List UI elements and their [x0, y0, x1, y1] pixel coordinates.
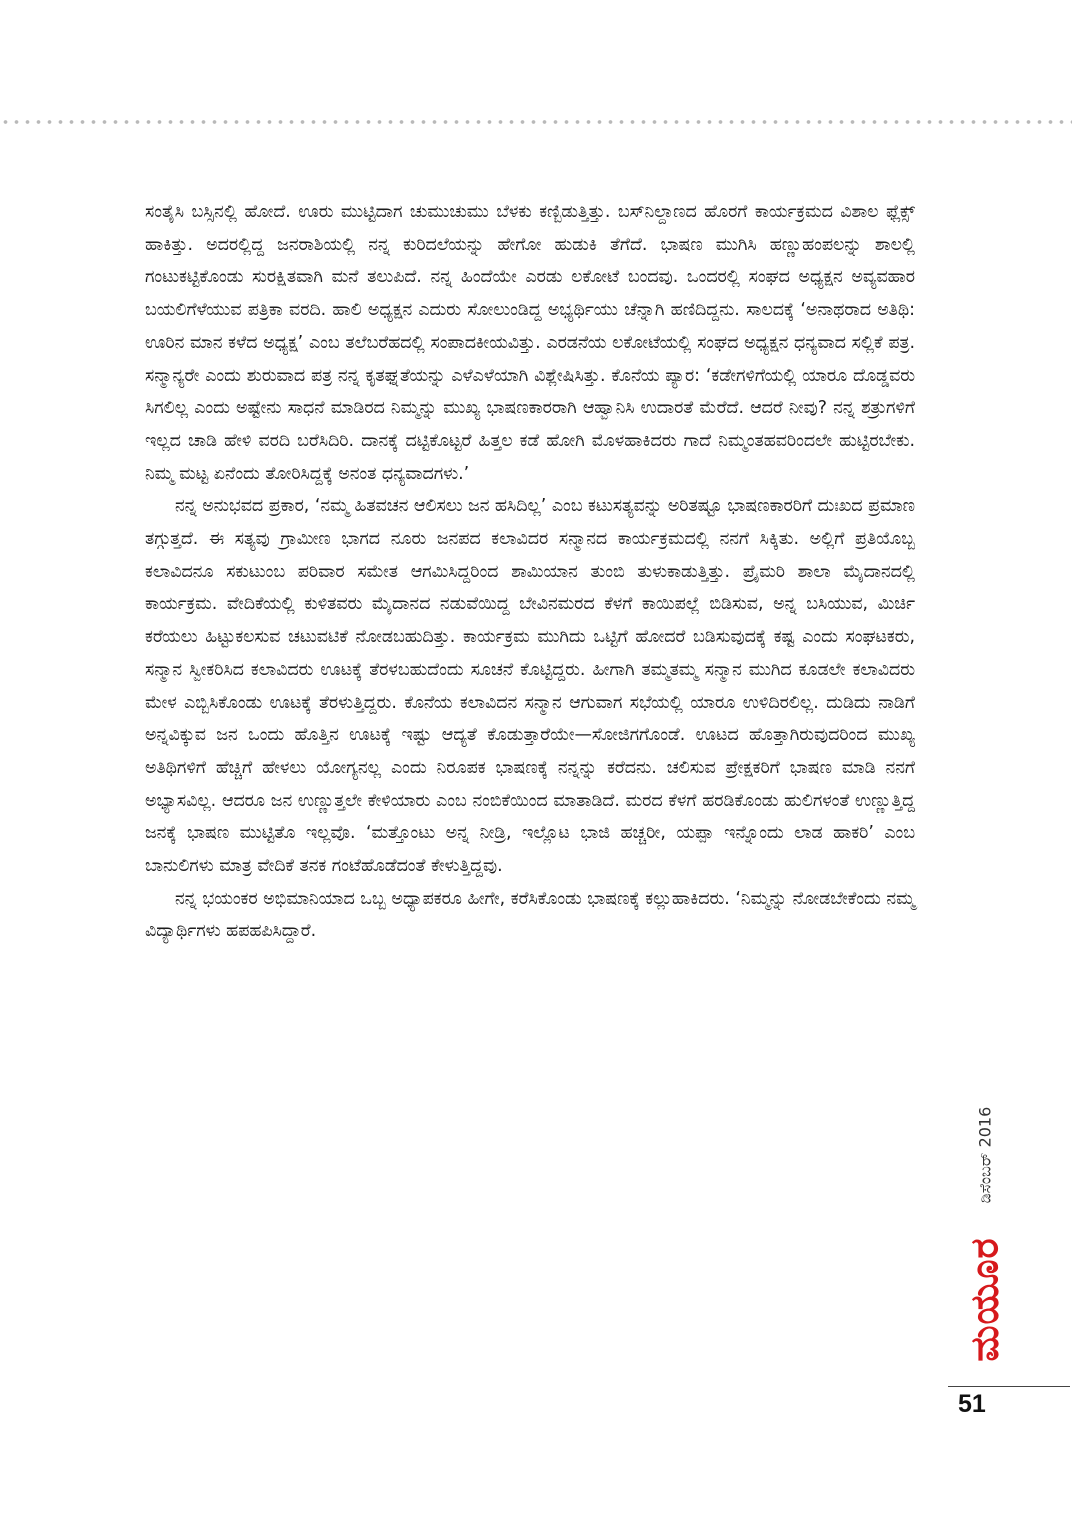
page-number: 51	[958, 1390, 986, 1418]
article-body	[145, 196, 915, 948]
article-paragraph: ನನ್ನ ಅನುಭವದ ಪ್ರಕಾರ, ‘ನಮ್ಮ ಹಿತವಚನ ಆಲಿಸಲು ಜನ ಹಸಿದಿಲ್ಲ’ ಎಂಬ ಕಟುಸತ್ಯವನ್ನು ಅರಿತಷ್ಟೂ ಭಾಷಣಕಾರರಿಗೆ ದುಃಖದ ಪ್ರಮಾಣ ತಗ್ಗುತ್ತದೆ. ಈ ಸತ್ಯವು ಗ್ರಾಮೀಣ ಭಾಗದ ನೂರು ಜನಪದ ಕಲಾವಿದರ ಸನ್ಮಾನದ ಕಾರ್ಯಕ್ರಮದಲ್ಲಿ ನನಗೆ ಸಿಕ್ಕಿತು. ಅಲ್ಲಿಗೆ ಪ್ರತಿಯೊಬ್ಬ ಕಲಾವಿದನೂ ಸಕುಟುಂಬ ಪರಿವಾರ ಸಮೇತ ಆಗಮಿಸಿದ್ದರಿಂದ ಶಾಮಿಯಾನ ತುಂಬಿ ತುಳುಕಾಡುತ್ತಿತ್ತು. ಪ್ರೈಮರಿ ಶಾಲಾ ಮೈದಾನದಲ್ಲಿ ಕಾರ್ಯಕ್ರಮ. ವೇದಿಕೆಯಲ್ಲಿ ಕುಳಿತವರು ಮೈದಾನದ ನಡುವೆಯಿದ್ದ ಬೇವಿನಮರದ ಕೆಳಗೆ ಕಾಯಿಪಲ್ಲೆ ಬಿಡಿಸುವ, ಅನ್ನ ಬಸಿಯುವ, ಮಿರ್ಚಿ ಕರೆಯಲು ಹಿಟ್ಟುಕಲಸುವ ಚಟುವಟಿಕೆ ನೋಡಬಹುದಿತ್ತು. ಕಾರ್ಯಕ್ರಮ ಮುಗಿದು ಒಟ್ಟಿಗೆ ಹೋದರೆ ಬಡಿಸುವುದಕ್ಕೆ ಕಷ್ಟ ಎಂದು ಸಂಘಟಕರು, ಸನ್ಮಾನ ಸ್ವೀಕರಿಸಿದ ಕಲಾವಿದರು ಊಟಕ್ಕೆ ತೆರಳಬಹುದೆಂದು ಸೂಚನೆ ಕೊಟ್ಟಿದ್ದರು. ಹೀಗಾಗಿ ತಮ್ಮತಮ್ಮ ಸನ್ಮಾನ ಮುಗಿದ ಕೂಡಲೇ ಕಲಾವಿದರು ಮೇಳ ಎಬ್ಬಿಸಿಕೊಂಡು ಊಟಕ್ಕೆ ತೆರಳುತ್ತಿದ್ದರು. ಕೊನೆಯ ಕಲಾವಿದನ ಸನ್ಮಾನ ಆಗುವಾಗ ಸಭೆಯಲ್ಲಿ ಯಾರೂ ಉಳಿದಿರಲಿಲ್ಲ. ದುಡಿದು ನಾಡಿಗೆ ಅನ್ನವಿಕ್ಕುವ ಜನ ಒಂದು ಹೊತ್ತಿನ ಊಟಕ್ಕೆ ಇಷ್ಟು ಆದ್ಯತೆ ಕೊಡುತ್ತಾರೆಯೇ—ಸೋಜಿಗಗೊಂಡೆ. ಊಟದ ಹೊತ್ತಾಗಿರುವುದರಿಂದ ಮುಖ್ಯ ಅತಿಥಿಗಳಿಗೆ ಹೆಚ್ಚಿಗೆ ಹೇಳಲು ಯೋಗ್ಯನಲ್ಲ ಎಂದು ನಿರೂಪಕ ಭಾಷಣಕ್ಕೆ ನನ್ನನ್ನು ಕರೆದನು. ಚಲಿಸುವ ಪ್ರೇಕ್ಷಕರಿಗೆ ಭಾಷಣ ಮಾಡಿ ನನಗೆ ಅಭ್ಯಾಸವಿಲ್ಲ. ಆದರೂ ಜನ ಉಣ್ಣುತ್ತಲೇ ಕೇಳಿಯಾರು ಎಂಬ ನಂಬಿಕೆಯಿಂದ ಮಾತಾಡಿದೆ. ಮರದ ಕೆಳಗೆ ಹರಡಿಕೊಂಡು ಹುಲಿಗಳಂತೆ ಉಣ್ಣುತ್ತಿದ್ದ ಜನಕ್ಕೆ ಭಾಷಣ ಮುಟ್ಟಿತೊ ಇಲ್ಲವೊ. ‘ಮತ್ತೊಂಟು ಅನ್ನ ನೀಡ್ರಿ, ಇಲ್ಲೊಟ ಭಾಜಿ ಹಚ್ಚರೀ, ಯಪ್ಪಾ ಇನ್ನೊಂದು ಲಾಡ ಹಾಕರಿ’ ಎಂಬ ಬಾನುಲಿಗಳು ಮಾತ್ರ ವೇದಿಕೆ ತನಕ ಗಂಟೆಹೊಡೆದಂತೆ ಕೇಳುತ್ತಿದ್ದವು.	[145, 496, 915, 877]
article-paragraph: ಸಂತೈಸಿ ಬಸ್ಸಿನಲ್ಲಿ ಹೋದೆ. ಊರು ಮುಟ್ಟಿದಾಗ ಚುಮುಚುಮು ಬೆಳಕು ಕಣ್ಬಿಡುತ್ತಿತ್ತು. ಬಸ್‌ನಿಲ್ದಾಣದ ಹೊರಗೆ ಕಾರ್ಯಕ್ರಮದ ವಿಶಾಲ ಫ್ಲೆಕ್ಸ್ ಹಾಕಿತ್ತು. ಅದರಲ್ಲಿದ್ದ ಜನರಾಶಿಯಲ್ಲಿ ನನ್ನ ಕುರಿದಲೆಯನ್ನು ಹೇಗೋ ಹುಡುಕಿ ತೆಗೆದೆ. ಭಾಷಣ ಮುಗಿಸಿ ಹಣ್ಣುಹಂಪಲನ್ನು ಶಾಲಲ್ಲಿ ಗಂಟುಕಟ್ಟಿಕೊಂಡು ಸುರಕ್ಷಿತವಾಗಿ ಮನೆ ತಲುಪಿದೆ. ನನ್ನ ಹಿಂದೆಯೇ ಎರಡು ಲಕೋಟೆ ಬಂದವು. ಒಂದರಲ್ಲಿ ಸಂಘದ ಅಧ್ಯಕ್ಷನ ಅವ್ಯವಹಾರ ಬಯಲಿಗೆಳೆಯುವ ಪತ್ರಿಕಾ ವರದಿ. ಹಾಲಿ ಅಧ್ಯಕ್ಷನ ಎದುರು ಸೋಲುಂಡಿದ್ದ ಅಭ್ಯರ್ಥಿಯು ಚೆನ್ನಾಗಿ ಹಣಿದಿದ್ದನು. ಸಾಲದಕ್ಕೆ ‘ಅನಾಥರಾದ ಅತಿಥಿ: ಊರಿನ ಮಾನ ಕಳೆದ ಅಧ್ಯಕ್ಷ’ ಎಂಬ ತಲೆಬರೆಹದಲ್ಲಿ ಸಂಪಾದಕೀಯವಿತ್ತು. ಎರಡನೆಯ ಲಕೋಟೆಯಲ್ಲಿ ಸಂಘದ ಅಧ್ಯಕ್ಷನ ಧನ್ಯವಾದ ಸಲ್ಲಿಕೆ ಪತ್ರ. ಸನ್ಮಾನ್ಯರೇ ಎಂದು ಶುರುವಾದ ಪತ್ರ ನನ್ನ ಕೃತಘ್ನತೆಯನ್ನು ಎಳೆಎಳೆಯಾಗಿ ವಿಶ್ಲೇಷಿಸಿತ್ತು. ಕೊನೆಯ ಪ್ಯಾರ: ‘ಕಡೇಗಳಿಗೆಯಲ್ಲಿ ಯಾರೂ ದೊಡ್ಡವರು ಸಿಗಲಿಲ್ಲ ಎಂದು ಅಷ್ಟೇನು ಸಾಧನೆ ಮಾಡಿರದ ನಿಮ್ಮನ್ನು ಮುಖ್ಯ ಭಾಷಣಕಾರರಾಗಿ ಆಹ್ವಾನಿಸಿ ಉದಾರತೆ ಮೆರೆದೆ. ಆದರೆ ನೀವು? ನನ್ನ ಶತ್ರುಗಳಿಗೆ ಇಲ್ಲದ ಚಾಡಿ ಹೇಳಿ ವರದಿ ಬರೆಸಿದಿರಿ. ದಾನಕ್ಕೆ ದಟ್ಟಿಕೊಟ್ಟರೆ ಹಿತ್ತಲ ಕಡೆ ಹೋಗಿ ಮೊಳಹಾಕಿದರು ಗಾದೆ ನಿಮ್ಮಂತಹವರಿಂದಲೇ ಹುಟ್ಟಿರಬೇಕು. ನಿಮ್ಮ ಮಟ್ಟ ಏನೆಂದು ತೋರಿಸಿದ್ದಕ್ಕೆ ಅನಂತ ಧನ್ಯವಾದಗಳು.’	[145, 202, 915, 484]
issue-date-text: ಡಿಸೆಂಬರ್ 2016	[975, 1106, 994, 1204]
magazine-logo-text: ಮಯೂರ	[962, 1236, 1007, 1362]
magazine-masthead	[950, 1100, 1020, 1390]
issue-date	[950, 1100, 1020, 1210]
magazine-logo	[950, 1220, 1020, 1378]
page-number-rule	[948, 1386, 1070, 1387]
dotted-divider	[0, 119, 1072, 125]
article-paragraph: ನನ್ನ ಭಯಂಕರ ಅಭಿಮಾನಿಯಾದ ಒಬ್ಬ ಅಧ್ಯಾಪಕರೂ ಹೀಗೇ, ಕರೆಸಿಕೊಂಡು ಭಾಷಣಕ್ಕೆ ಕಲ್ಲುಹಾಕಿದರು. ‘ನಿಮ್ಮನ್ನು ನೋಡಬೇಕೆಂದು ನಮ್ಮ ವಿದ್ಯಾರ್ಥಿಗಳು ಹಪಹಪಿಸಿದ್ದಾರೆ.	[145, 888, 915, 942]
